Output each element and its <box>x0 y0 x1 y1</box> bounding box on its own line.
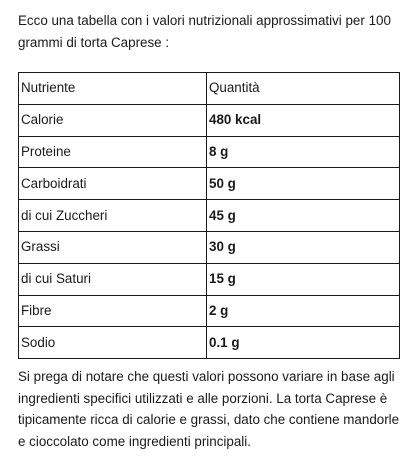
nutrient-value: 15 g <box>207 263 400 295</box>
table-row <box>19 327 400 359</box>
header-nutrient: Nutriente <box>19 73 207 105</box>
nutrient-name: Fibre <box>19 295 207 327</box>
table-row <box>19 168 400 200</box>
nutrient-value: 8 g <box>207 136 400 168</box>
table-row <box>19 136 400 168</box>
intro-text: Ecco una tabella con i valori nutrizionali approssimativi per 100 grammi di torta Caprese : <box>18 13 391 50</box>
table-row <box>19 200 400 232</box>
outro-text: Si prega di notare che questi valori possono variare in base agli ingredienti specifici utilizzati e alle porzioni. La torta Caprese è tipicamente ricca di calorie e grassi, dato che contiene mandorle e cioccolato come ingredienti principali. <box>18 369 400 449</box>
nutrient-value: 50 g <box>207 168 400 200</box>
nutrient-value: 45 g <box>207 200 400 232</box>
nutrient-value: 0.1 g <box>207 327 400 359</box>
header-quantity: Quantità <box>207 73 400 105</box>
nutrient-name: Proteine <box>19 136 207 168</box>
table-row <box>19 104 400 136</box>
table-row <box>19 295 400 327</box>
nutrient-name: Grassi <box>19 231 207 263</box>
nutrient-name: Carboidrati <box>19 168 207 200</box>
nutrient-value: 2 g <box>207 295 400 327</box>
table-row <box>19 231 400 263</box>
table-header-row <box>19 73 400 105</box>
nutrient-name: di cui Saturi <box>19 263 207 295</box>
nutrition-table <box>18 72 400 359</box>
nutrient-value: 30 g <box>207 231 400 263</box>
table-row <box>19 263 400 295</box>
nutrient-name: di cui Zuccheri <box>19 200 207 232</box>
nutrient-value: 480 kcal <box>207 104 400 136</box>
nutrient-name: Calorie <box>19 104 207 136</box>
nutrient-name: Sodio <box>19 327 207 359</box>
